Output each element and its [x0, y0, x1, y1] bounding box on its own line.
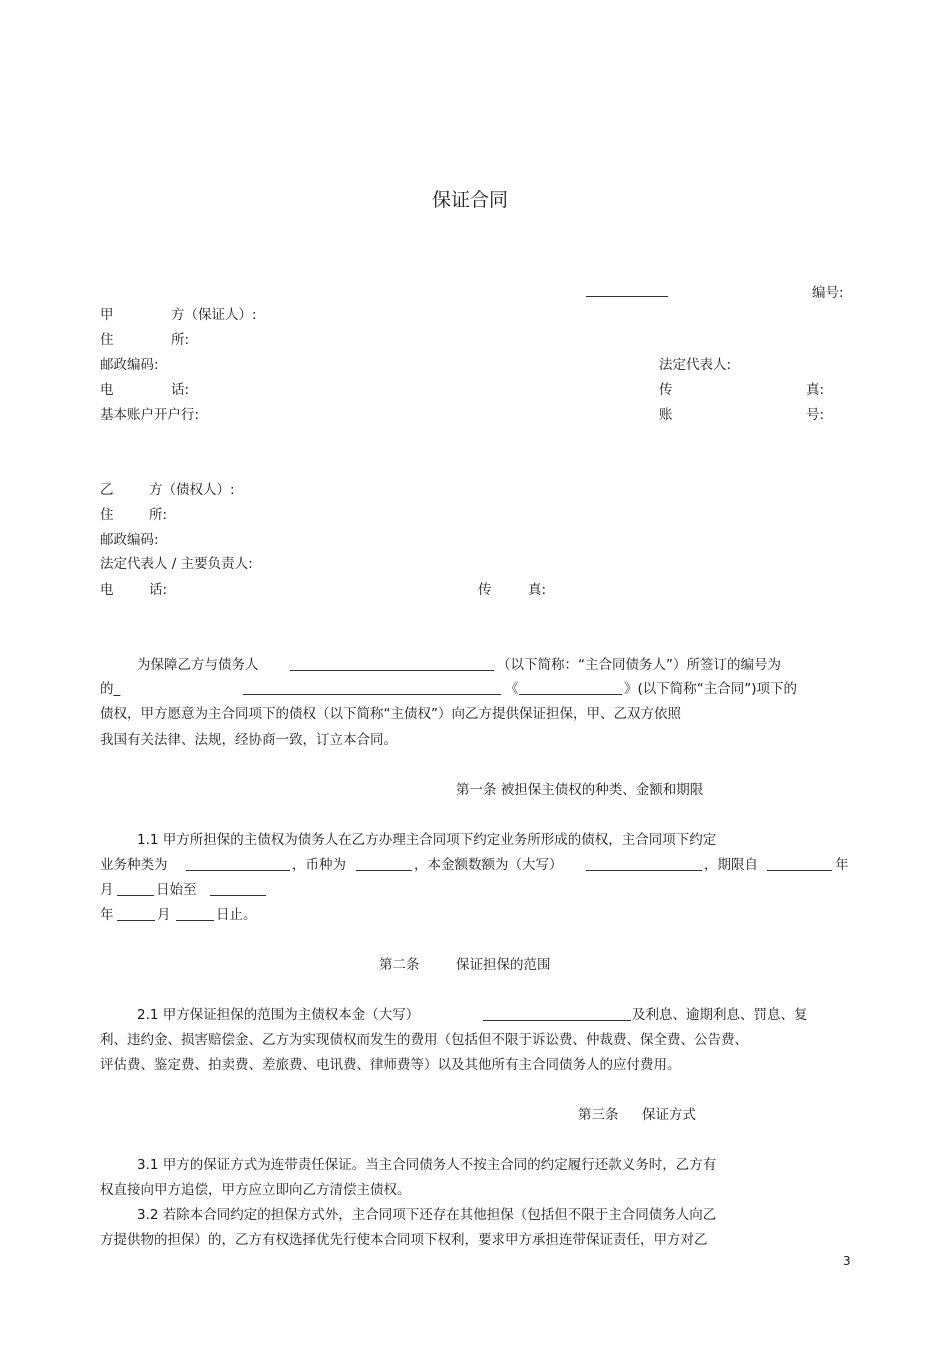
contract-number-label: 编号: — [812, 285, 844, 301]
article-3-1-line-2: 权直接向甲方追偿，甲方应立即向乙方清偿主债权。 — [100, 1182, 411, 1198]
article-1-1-line-2c: ，本金额数额为（大写） — [414, 857, 563, 873]
party-a-bank-label: 基本账户开户行: — [100, 407, 200, 423]
article-2-heading-b: 保证担保的范围 — [456, 957, 551, 973]
start-year-blank — [767, 870, 832, 871]
article-3-2-line-1: 3.2 若除本合同约定的担保方式外，主合同项下还存在其他担保（包括但不限于主合同债务人向乙 — [137, 1207, 717, 1223]
party-b-phone-label-2: 话: — [149, 582, 168, 598]
article-1-1-line-4b: 月 — [157, 907, 171, 923]
end-date-blank — [210, 895, 266, 896]
party-a-phone-label-2: 话: — [171, 382, 190, 398]
preamble-line-4: 我国有关法律、法规，经协商一致，订立本合同。 — [100, 732, 397, 748]
preamble-line-2b: 《 — [505, 681, 519, 697]
preamble-line-2a: 的_ — [100, 681, 121, 697]
party-a-name-label-1: 甲 — [100, 307, 114, 323]
preamble-line-1b: （以下简称：“主合同债务人”）所签订的编号为 — [497, 657, 781, 673]
article-1-1-line-3b: 日始至 — [156, 882, 197, 898]
guarantee-amount-blank — [483, 1020, 631, 1021]
party-b-fax-label-2: 真: — [528, 582, 547, 598]
party-b-postcode-label: 邮政编码: — [100, 532, 159, 548]
debtor-blank — [290, 670, 494, 671]
party-b-name-label-2: 方（债权人）: — [149, 482, 235, 498]
party-a-legal-rep-label: 法定代表人: — [659, 357, 732, 373]
article-3-2-line-2: 方提供物的担保）的，乙方有权选择优先行使本合同项下权利，要求甲方承担连带保证责任，甲方对乙 — [100, 1232, 708, 1248]
main-contract-name-blank — [519, 694, 622, 695]
contract-number-blank — [586, 296, 668, 297]
preamble-line-1a: 为保障乙方与债务人 — [137, 657, 259, 673]
preamble-line-2c: 》(以下简称“主合同”)项下的 — [624, 681, 798, 697]
article-3-heading-a: 第三条 — [578, 1107, 619, 1123]
party-a-address-label-2: 所: — [171, 332, 190, 348]
party-b-phone-label-1: 电 — [100, 582, 114, 598]
article-1-1-line-4a: 年 — [100, 907, 114, 923]
article-1-1-line-2a: 业务种类为 — [100, 857, 168, 873]
party-a-fax-label-2: 真: — [806, 382, 825, 398]
party-b-fax-label-1: 传 — [478, 582, 492, 598]
article-1-1-line-1: 1.1 甲方所担保的主债权为债务人在乙方办理主合同项下约定业务所形成的债权，主合同项下约定 — [137, 832, 717, 848]
party-a-phone-label-1: 电 — [100, 382, 114, 398]
article-1-1-line-2b: ，币种为 — [292, 857, 346, 873]
article-1-1-line-3a: 月 — [100, 882, 114, 898]
article-2-heading-a: 第二条 — [379, 957, 420, 973]
party-b-address-label-1: 住 — [100, 507, 114, 523]
article-1-1-line-2d: ，期限自 — [704, 857, 758, 873]
article-3-1-line-1: 3.1 甲方的保证方式为连带责任保证。当主合同债务人不按主合同的约定履行还款义务时，乙方有 — [137, 1157, 717, 1173]
party-b-name-label-1: 乙 — [100, 482, 114, 498]
party-a-postcode-label: 邮政编码: — [100, 357, 159, 373]
party-b-legal-rep-label: 法定代表人 / 主要负责人: — [100, 556, 253, 572]
party-a-address-label-1: 住 — [100, 332, 114, 348]
party-a-name-label-2: 方（保证人）: — [171, 307, 257, 323]
start-month-blank — [117, 895, 154, 896]
document-title: 保证合同 — [432, 189, 509, 211]
principal-amount-blank — [586, 870, 702, 871]
business-type-blank — [186, 870, 290, 871]
article-3-heading-b: 保证方式 — [642, 1107, 696, 1123]
article-2-1-line-1a: 2.1 甲方保证担保的范围为主债权本金（大写） — [137, 1007, 420, 1023]
main-contract-number-blank — [243, 694, 501, 695]
article-1-1-line-4c: 日止。 — [216, 907, 257, 923]
end-year-blank — [117, 920, 155, 921]
article-2-1-line-3: 评估费、鉴定费、拍卖费、差旅费、电讯费、律师费等）以及其他所有主合同债务人的应付费用。 — [100, 1057, 681, 1073]
article-1-1-line-2e: 年 — [835, 857, 849, 873]
page-number: 3 — [843, 1254, 851, 1268]
party-a-fax-label-1: 传 — [659, 382, 673, 398]
end-month-blank — [176, 920, 214, 921]
article-2-1-line-1b: 及利息、逾期利息、罚息、复 — [632, 1007, 808, 1023]
party-b-address-label-2: 所: — [149, 507, 168, 523]
currency-blank — [356, 870, 412, 871]
party-a-account-label-2: 号: — [806, 407, 825, 423]
article-2-1-line-2: 利、违约金、损害赔偿金、乙方为实现债权而发生的费用（包括但不限于诉讼费、仲裁费、保全费、公告费、 — [100, 1032, 748, 1048]
article-1-heading: 第一条 被担保主债权的种类、金额和期限 — [456, 782, 704, 798]
preamble-line-3: 债权，甲方愿意为主合同项下的债权（以下简称“主债权”）向乙方提供保证担保，甲、乙双方依照 — [100, 706, 681, 722]
party-a-account-label-1: 账 — [659, 407, 673, 423]
